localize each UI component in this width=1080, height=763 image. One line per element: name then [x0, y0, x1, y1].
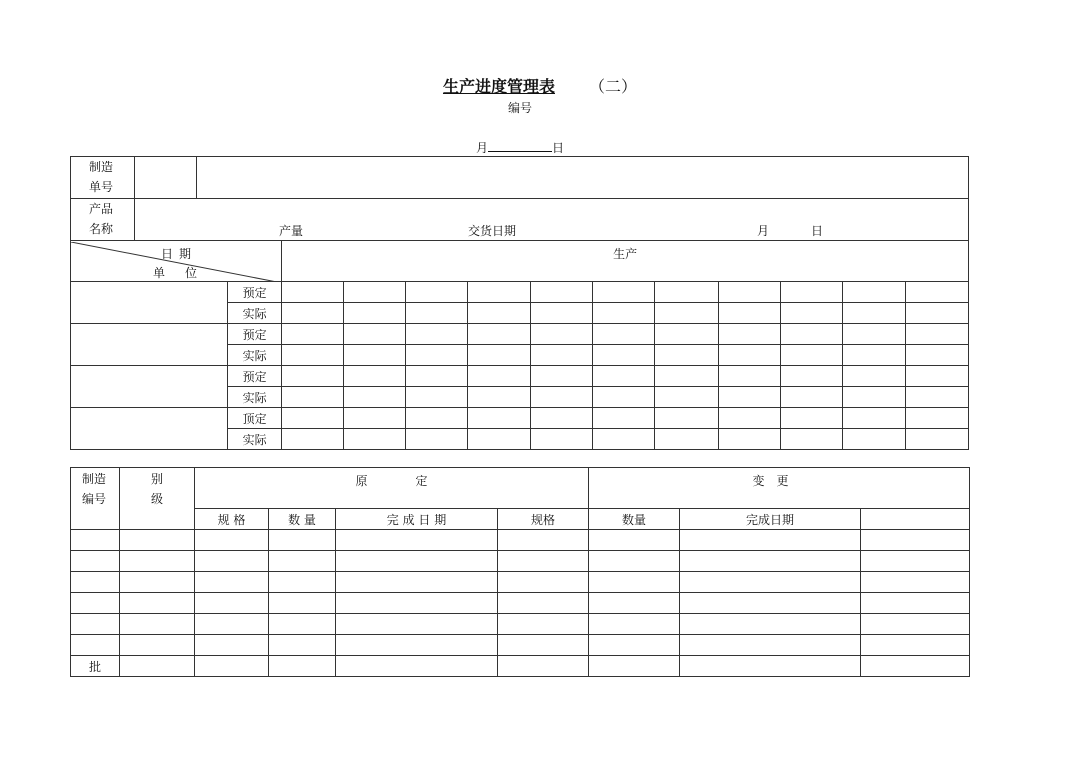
chg-date-header: 完成日期	[680, 509, 861, 530]
schedule-cell[interactable]	[780, 387, 842, 408]
order-cell[interactable]	[120, 614, 195, 635]
schedule-cell[interactable]	[842, 387, 905, 408]
batch-label: 批	[71, 656, 120, 677]
schedule-cell[interactable]	[905, 387, 968, 408]
order-row	[71, 157, 969, 199]
order-cell[interactable]	[71, 593, 120, 614]
order-cell[interactable]	[680, 551, 861, 572]
schedule-cell[interactable]	[842, 324, 905, 345]
delivery-date-label: 交货日期	[468, 224, 517, 238]
schedule-cell[interactable]	[905, 324, 968, 345]
schedule-cell[interactable]	[905, 282, 968, 303]
chg-spec-header: 规格	[498, 509, 589, 530]
schedule-cell[interactable]	[282, 282, 344, 303]
order-cell[interactable]	[680, 593, 861, 614]
order-cell[interactable]	[195, 635, 269, 656]
schedule-cell[interactable]	[282, 387, 344, 408]
schedule-cell[interactable]	[655, 408, 718, 429]
order-cell[interactable]	[195, 551, 269, 572]
schedule-cell[interactable]	[905, 366, 968, 387]
order-row	[71, 572, 970, 593]
order-cell[interactable]	[71, 530, 120, 551]
date-month-label: 月	[476, 141, 489, 155]
order-cell[interactable]	[680, 656, 861, 677]
order-cell[interactable]	[336, 656, 498, 677]
schedule-cell[interactable]	[593, 387, 655, 408]
production-header	[282, 241, 969, 282]
order-cell[interactable]	[336, 572, 498, 593]
schedule-cell[interactable]	[842, 303, 905, 324]
date-day-label: 日	[552, 141, 565, 155]
title-main: 生产进度管理表	[442, 77, 555, 96]
order-cell[interactable]	[861, 656, 970, 677]
order-row	[71, 551, 970, 572]
schedule-cell[interactable]	[655, 429, 718, 450]
quantity-label: 产量	[279, 224, 304, 238]
order-cell[interactable]	[861, 572, 970, 593]
order-cell[interactable]	[589, 551, 680, 572]
order-cell[interactable]	[589, 530, 680, 551]
schedule-cell[interactable]	[406, 366, 468, 387]
schedule-cell[interactable]	[842, 345, 905, 366]
date-blank[interactable]	[488, 139, 552, 152]
schedule-cell[interactable]	[718, 324, 780, 345]
order-cell[interactable]	[336, 551, 498, 572]
schedule-cell[interactable]	[780, 366, 842, 387]
order-cell[interactable]	[269, 635, 336, 656]
schedule-cell[interactable]	[282, 303, 344, 324]
schedule-cell[interactable]	[344, 408, 406, 429]
order-cell[interactable]	[498, 551, 589, 572]
schedule-cell[interactable]	[842, 429, 905, 450]
schedule-cell[interactable]	[344, 429, 406, 450]
item-cell[interactable]	[71, 408, 228, 450]
schedule-cell[interactable]	[655, 324, 718, 345]
schedule-cell[interactable]	[718, 429, 780, 450]
order-cell[interactable]	[71, 635, 120, 656]
schedule-cell[interactable]	[780, 303, 842, 324]
order-cell[interactable]	[498, 656, 589, 677]
schedule-cell[interactable]	[406, 387, 468, 408]
order-row	[71, 635, 970, 656]
row-type-label: 预定	[228, 282, 282, 303]
page-title	[0, 74, 1080, 97]
schedule-cell[interactable]	[468, 282, 531, 303]
order-cell[interactable]	[120, 656, 195, 677]
schedule-cell[interactable]	[718, 366, 780, 387]
schedule-cell[interactable]	[905, 303, 968, 324]
orig-date-header: 完 成 日 期	[336, 509, 498, 530]
schedule-cell[interactable]	[406, 429, 468, 450]
order-cell[interactable]	[195, 656, 269, 677]
order-cell[interactable]	[269, 551, 336, 572]
order-cell[interactable]	[861, 551, 970, 572]
order-cell[interactable]	[680, 530, 861, 551]
schedule-cell[interactable]	[718, 408, 780, 429]
order-cell[interactable]	[269, 593, 336, 614]
order-cell[interactable]	[589, 656, 680, 677]
order-cell[interactable]	[71, 572, 120, 593]
order-cell[interactable]	[269, 656, 336, 677]
row-type-label: 顶定	[228, 408, 282, 429]
order-cell[interactable]	[269, 530, 336, 551]
order-cell[interactable]	[336, 593, 498, 614]
schedule-cell[interactable]	[406, 324, 468, 345]
schedule-cell[interactable]	[406, 345, 468, 366]
schedule-row	[71, 366, 969, 387]
schedule-cell[interactable]	[468, 429, 531, 450]
order-cell[interactable]	[498, 530, 589, 551]
order-row	[71, 530, 970, 551]
schedule-cell[interactable]	[905, 429, 968, 450]
order-cell[interactable]	[120, 530, 195, 551]
schedule-row	[71, 282, 969, 303]
schedule-cell[interactable]	[531, 366, 593, 387]
schedule-cell[interactable]	[531, 303, 593, 324]
schedule-cell[interactable]	[468, 324, 531, 345]
change-header: 变 更	[589, 468, 970, 509]
item-cell[interactable]	[71, 366, 228, 408]
item-cell[interactable]	[71, 282, 228, 324]
schedule-cell[interactable]	[282, 324, 344, 345]
order-cell[interactable]	[680, 572, 861, 593]
schedule-cell[interactable]	[406, 282, 468, 303]
order-cell[interactable]	[120, 593, 195, 614]
schedule-cell[interactable]	[593, 366, 655, 387]
schedule-row	[71, 324, 969, 345]
row-type-label: 实际	[228, 387, 282, 408]
schedule-cell[interactable]	[593, 282, 655, 303]
schedule-cell[interactable]	[406, 408, 468, 429]
order-cell[interactable]	[336, 530, 498, 551]
schedule-cell[interactable]	[344, 324, 406, 345]
schedule-cell[interactable]	[655, 345, 718, 366]
order-cell[interactable]	[861, 614, 970, 635]
date-line	[476, 139, 564, 156]
original-header: 原 定	[195, 468, 589, 509]
code-label: 编号	[508, 101, 533, 115]
schedule-cell[interactable]	[593, 324, 655, 345]
schedule-cell[interactable]	[905, 345, 968, 366]
date-unit-header	[71, 241, 282, 282]
order-cell[interactable]	[589, 593, 680, 614]
schedule-cell[interactable]	[282, 345, 344, 366]
order-cell[interactable]	[336, 614, 498, 635]
row-type-label: 实际	[228, 303, 282, 324]
schedule-cell[interactable]	[344, 366, 406, 387]
schedule-cell[interactable]	[780, 324, 842, 345]
diag-unit-label: 单位	[153, 265, 218, 280]
diag-date-label: 日期	[161, 246, 198, 261]
schedule-cell[interactable]	[718, 282, 780, 303]
schedule-cell[interactable]	[406, 303, 468, 324]
product-name-label: 产品 名称	[89, 202, 114, 236]
schedule-cell[interactable]	[718, 345, 780, 366]
order-cell[interactable]	[120, 635, 195, 656]
schedule-cell[interactable]	[468, 408, 531, 429]
schedule-cell[interactable]	[593, 408, 655, 429]
schedule-cell[interactable]	[780, 429, 842, 450]
orig-spec-header: 规 格	[195, 509, 269, 530]
schedule-cell[interactable]	[531, 324, 593, 345]
order-row	[71, 614, 970, 635]
schedule-cell[interactable]	[282, 366, 344, 387]
schedule-row	[71, 408, 969, 429]
order-cell[interactable]	[336, 635, 498, 656]
schedule-cell[interactable]	[655, 282, 718, 303]
schedule-cell[interactable]	[531, 408, 593, 429]
class-header: 别 级	[120, 468, 195, 530]
schedule-cell[interactable]	[593, 345, 655, 366]
chg-qty-header: 数量	[589, 509, 680, 530]
schedule-cell[interactable]	[468, 345, 531, 366]
order-cell[interactable]	[195, 593, 269, 614]
schedule-cell[interactable]	[344, 282, 406, 303]
schedule-cell[interactable]	[780, 345, 842, 366]
delivery-month-label: 月	[757, 224, 770, 238]
schedule-cell[interactable]	[468, 303, 531, 324]
schedule-cell[interactable]	[905, 408, 968, 429]
schedule-cell[interactable]	[593, 429, 655, 450]
order-cell[interactable]	[269, 614, 336, 635]
order-cell[interactable]	[195, 614, 269, 635]
order-cell[interactable]	[498, 593, 589, 614]
schedule-cell[interactable]	[842, 408, 905, 429]
schedule-cell[interactable]	[344, 303, 406, 324]
schedule-cell[interactable]	[468, 366, 531, 387]
order-row	[71, 656, 970, 677]
number-header: 制造 编号	[71, 468, 120, 530]
order-cell[interactable]	[120, 551, 195, 572]
order-cell[interactable]	[861, 593, 970, 614]
production-label: 生产	[613, 247, 638, 261]
schedule-cell[interactable]	[780, 408, 842, 429]
schedule-cell[interactable]	[531, 282, 593, 303]
row-type-label: 预定	[228, 366, 282, 387]
schedule-cell[interactable]	[780, 282, 842, 303]
order-cell[interactable]	[269, 572, 336, 593]
order-cell[interactable]	[498, 572, 589, 593]
order-number-value[interactable]	[135, 157, 196, 198]
schedule-cell[interactable]	[344, 345, 406, 366]
schedule-cell[interactable]	[593, 303, 655, 324]
order-cell[interactable]	[120, 572, 195, 593]
schedule-cell[interactable]	[531, 387, 593, 408]
order-cell[interactable]	[861, 635, 970, 656]
schedule-cell[interactable]	[842, 366, 905, 387]
row-type-label: 实际	[228, 429, 282, 450]
row-type-label: 实际	[228, 345, 282, 366]
order-cell[interactable]	[589, 614, 680, 635]
order-number-label: 制造 单号	[89, 160, 114, 194]
orig-qty-header: 数 量	[269, 509, 336, 530]
order-cell[interactable]	[195, 572, 269, 593]
schedule-cell[interactable]	[282, 408, 344, 429]
title-subtitle: （二）	[589, 77, 638, 96]
item-cell[interactable]	[71, 324, 228, 366]
order-cell[interactable]	[71, 614, 120, 635]
row-type-label: 预定	[228, 324, 282, 345]
order-cell[interactable]	[680, 614, 861, 635]
order-cell[interactable]	[861, 530, 970, 551]
production-schedule-table	[70, 156, 969, 450]
order-cell[interactable]	[498, 635, 589, 656]
schedule-cell[interactable]	[468, 387, 531, 408]
schedule-cell[interactable]	[344, 387, 406, 408]
schedule-cell[interactable]	[718, 303, 780, 324]
order-cell[interactable]	[195, 530, 269, 551]
order-change-table	[70, 467, 970, 677]
product-row	[71, 199, 969, 241]
order-cell[interactable]	[589, 635, 680, 656]
schedule-cell[interactable]	[655, 303, 718, 324]
schedule-cell[interactable]	[718, 387, 780, 408]
schedule-cell[interactable]	[282, 429, 344, 450]
schedule-cell[interactable]	[655, 387, 718, 408]
order-cell[interactable]	[589, 572, 680, 593]
delivery-day-label: 日	[811, 224, 824, 238]
schedule-cell[interactable]	[842, 282, 905, 303]
order-cell[interactable]	[680, 635, 861, 656]
order-cell[interactable]	[498, 614, 589, 635]
schedule-cell[interactable]	[655, 366, 718, 387]
schedule-cell[interactable]	[531, 345, 593, 366]
order-cell[interactable]	[71, 551, 120, 572]
order-row	[71, 593, 970, 614]
schedule-cell[interactable]	[531, 429, 593, 450]
